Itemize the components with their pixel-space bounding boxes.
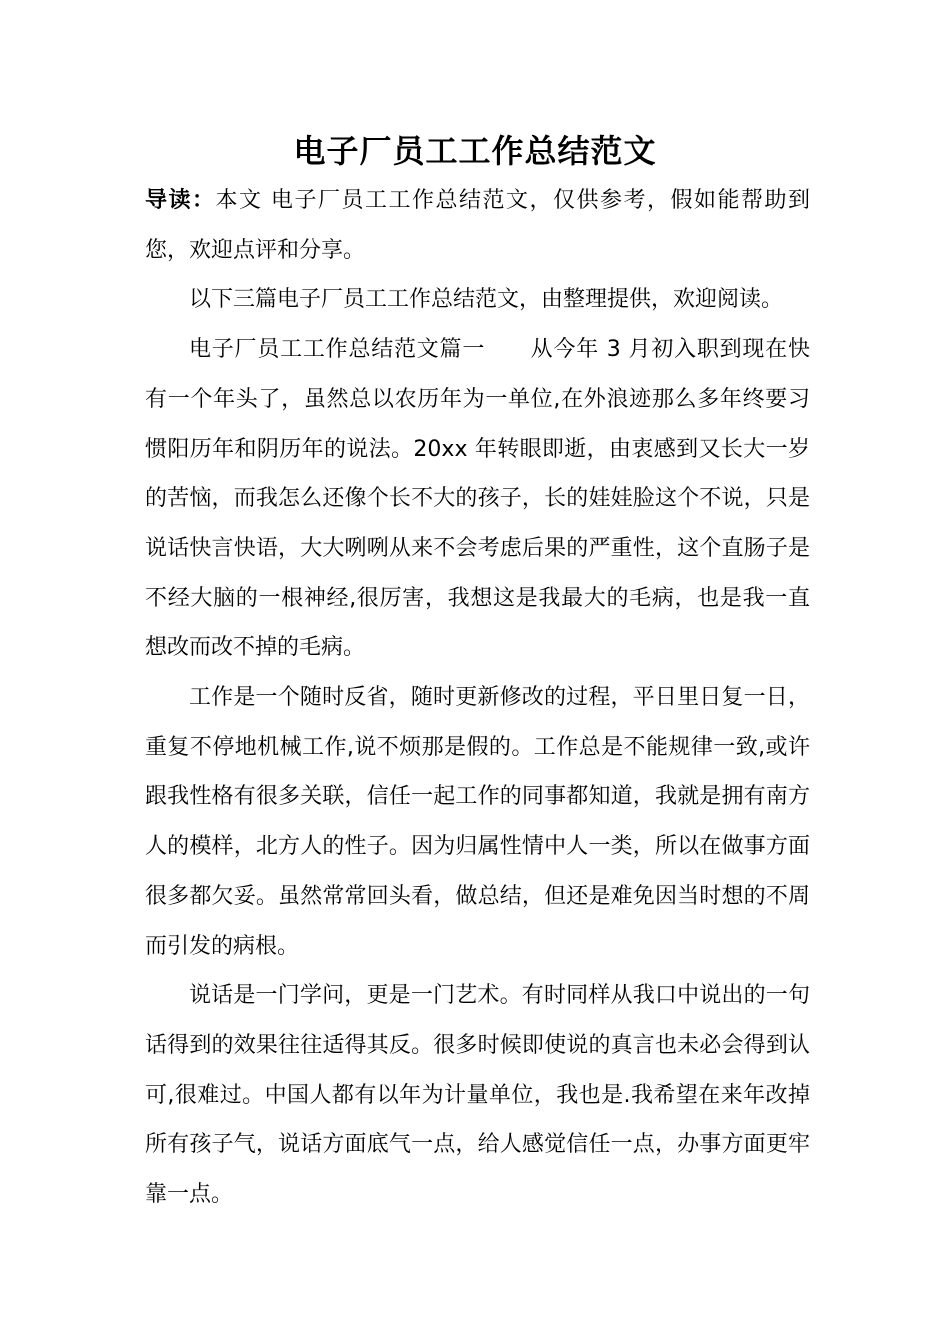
paragraph-speech-art: 说话是一门学问，更是一门艺术。有时同样从我口中说出的一句话得到的效果往往适得其反。很多时候即使说的真言也未必会得到认可,很难过。中国人都有以年为计量单位，我也是.我希望在来年改掉所有孩子气，说话方面底气一点，给人感觉信任一点，办事方面更牢靠一点。 <box>145 983 810 1208</box>
paragraph-article-one: 电子厂员工工作总结范文篇一 从今年 3 月初入职到现在快有一个年头了，虽然总以农历年为一单位,在外浪迹那么多年终要习惯阳历年和阴历年的说法。20xx 年转眼即逝，由衷感到又长大一岁的苦恼，而我怎么还像个长不大的孩子，长的娃娃脸这个不说，只是说话快言快语，大大咧咧从来不会考虑后果的严重性，这个直肠子是不经大脑的一根神经,很厉害，我想这是我最大的毛病，也是我一直想改而改不掉的毛病。 <box>145 337 810 661</box>
paragraph-work-reflection: 工作是一个随时反省，随时更新修改的过程，平日里日复一日，重复不停地机械工作,说不烦那是假的。工作总是不能规律一致,或许跟我性格有很多关联，信任一起工作的同事都知道，我就是拥有南方人的模样，北方人的性子。因为归属性情中人一类，所以在做事方面很多都欠妥。虽然常常回头看，做总结，但还是难免因当时想的不周而引发的病根。 <box>145 685 810 959</box>
intro-text: 本文 电子厂员工工作总结范文，仅供参考，假如能帮助到您，欢迎点评和分享。 <box>145 188 810 263</box>
document-body <box>145 176 810 1220</box>
intro-paragraph <box>145 176 810 275</box>
document-title: 电子厂员工工作总结范文 <box>293 132 657 170</box>
intro-label: 导读： <box>145 188 216 213</box>
paragraph-source-note: 以下三篇电子厂员工工作总结范文，由整理提供，欢迎阅读。 <box>189 287 784 313</box>
